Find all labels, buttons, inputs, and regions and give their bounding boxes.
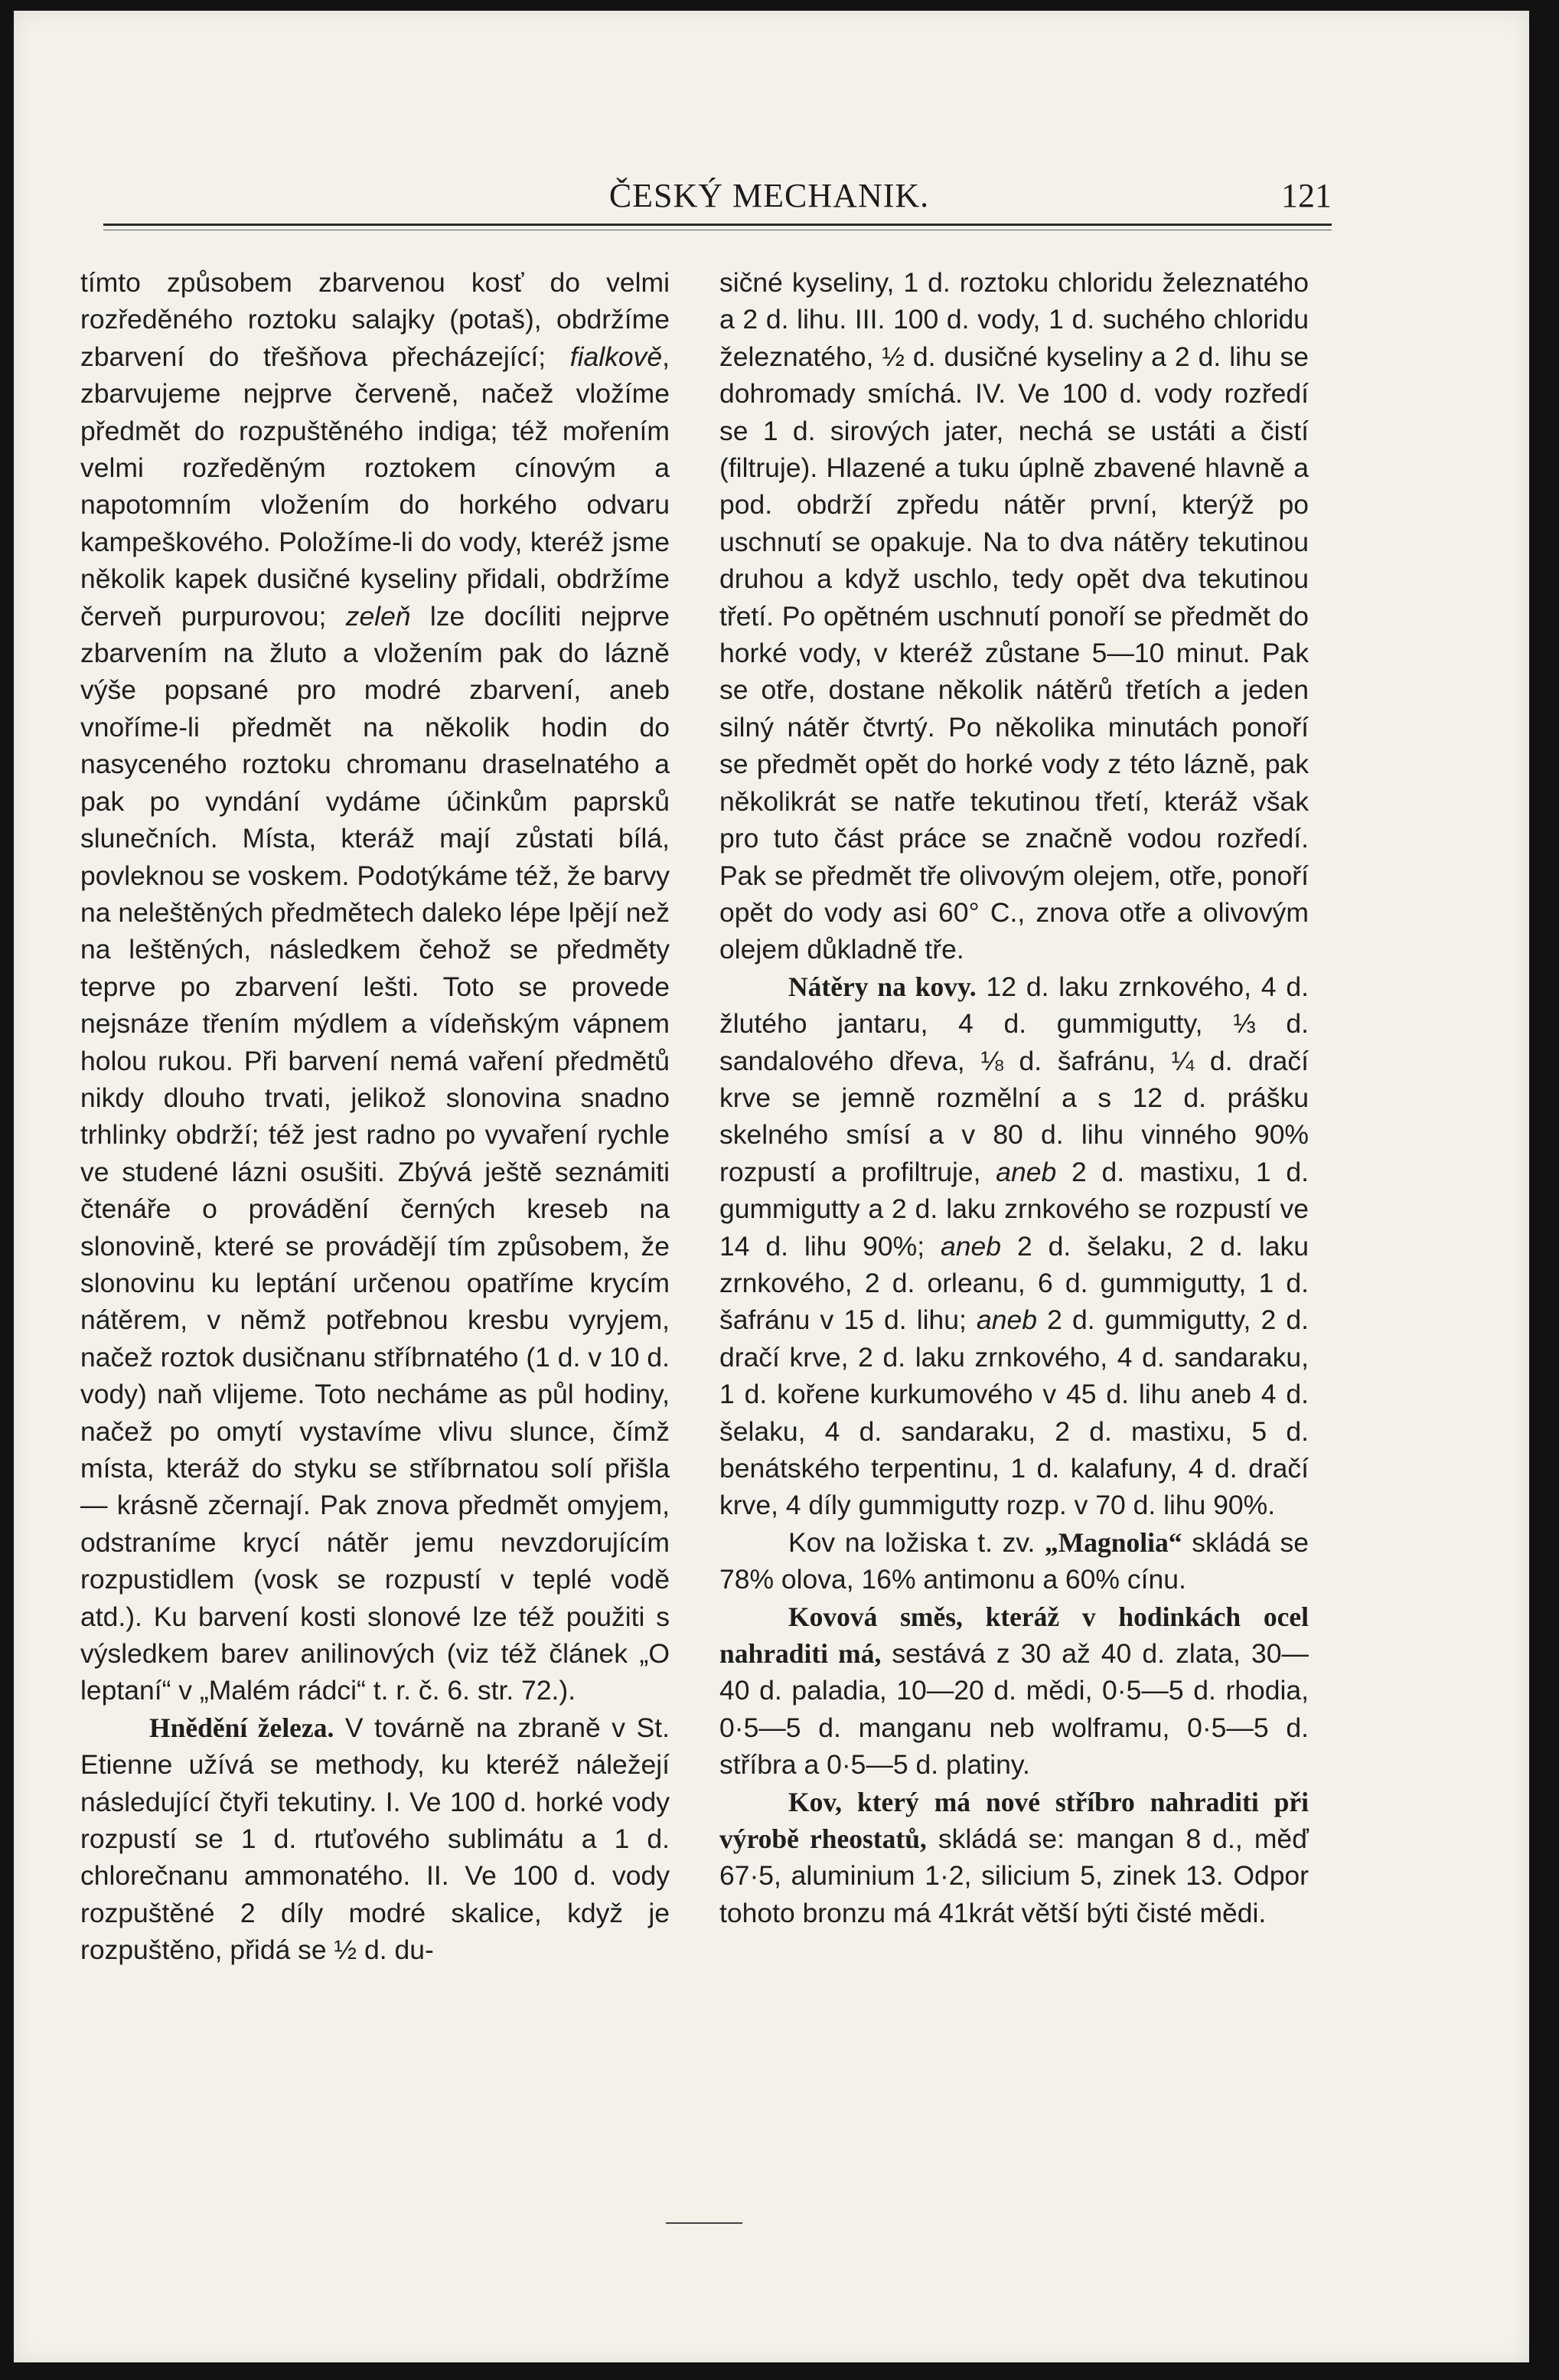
left-column xyxy=(80,264,670,1969)
paragraph-rheostat-alloy: Kov, který má nové stříbro nahraditi při výrobě rheostatů, skládá se: mangan 8 d., měď 67·5, aluminium 1·2, silicium 5, zinek 13. Odpor tohoto bronzu má 41krát větší býti čisté mědi. xyxy=(719,1786,1309,1928)
header-rule xyxy=(103,224,1332,226)
term-magnolia: „Magnolia“ xyxy=(1045,1526,1182,1558)
section-heading-watch-alloy: Kovová směs, kteráž v hodinkách ocel nahraditi má, xyxy=(719,1601,1309,1670)
running-header xyxy=(103,176,1332,222)
term-fialkove: fialkově xyxy=(569,341,663,372)
term-zelen: zeleň xyxy=(345,600,411,632)
paragraph-ivory-coloring: tímto způsobem zbarvenou kosť do velmi rozředěného roztoku salajky (potaš), obdržíme zbarvení do třešňova přecházející; fialkově, zbarvujeme nejprve červeně, načež vložíme předmět do rozpuštěného indiga; též mořením velmi rozředěným roztokem cínovým a napotomním vložením do horkého odvaru kampeškového. Položíme-li do vody, kteréž jsme několik kapek dusičné kyseliny přidali, obdržíme červeň purpurovou; zeleň lze docíliti nejprve zbarvením na žluto a vložením pak do lázně výše popsané pro modré zbarvení, aneb vnoříme-li předmět na několik hodin do nasyceného roztoku chromanu draselnatého a pak po vyndání vydáme účinkům paprsků slunečních. Místa, kteráž mají zůstati bílá, povleknou se voskem. Podotýkáme též, že barvy na neleštěných předmětech daleko lépe lpějí než na leštěných, následkem čehož se předměty teprve po zbarvení lešti. Toto se provede nejsnáze třením mýdlem a vídeňským vápnem holou rukou. Při barvení nemá vaření předmětů nikdy dlouho trvati, jelikož slonovina snadno trhlinky obdrží; též jest radno po vyvaření rychle ve studené lázni osušiti. Zbývá ještě seznámiti čtenáře o provádění černých kreseb na slonovině, které se provádějí tím způsobem, že slonovinu ku leptání určenou opatříme krycím nátěrem, v němž potřebnou kresbu vyryjem, načež roztok dusičnanu stříbrnatého (1 d. v 10 d. vody) naň vlijeme. Toto necháme as půl hodiny, načež po omytí vystavíme vlivu slunce, čímž místa, kteráž do styku se stříbrnatou solí přišla — krásně zčernají. Pak znova předmět omyjem, odstraníme krycí nátěr jemu nevzdorujícím rozpustidlem (vosk se rozpustí v teplé vodě atd.). Ku barvení kosti slonové lze též použiti s výsledkem barev anilinových (viz též článek „O leptaní“ v „Malém rádci“ t. r. č. 6. str. 72.). xyxy=(80,267,670,1706)
footer-rule xyxy=(666,2222,742,2224)
page-number: 121 xyxy=(1281,177,1332,214)
section-heading-iron-browning: Hnědění železa. xyxy=(149,1712,334,1743)
journal-title: ČESKÝ MECHANIK. xyxy=(608,177,930,214)
section-heading-rheostat-alloy: Kov, který má nové stříbro nahraditi při výrobě rheostatů, xyxy=(719,1786,1309,1855)
section-heading-metal-coatings: Nátěry na kovy. xyxy=(788,971,977,1002)
paragraph-magnolia-alloy: Kov na ložiska t. zv. „Magnolia“ skládá se 78% olova, 16% antimonu a 60% cínu. xyxy=(719,1526,1309,1595)
paragraph-watch-alloy: Kovová směs, kteráž v hodinkách ocel nahraditi má, sestává z 30 až 40 d. zlata, 30—40 d. paladia, 10—20 d. mědi, 0·5—5 d. rhodia, 0·5—5 d. manganu neb wolframu, 0·5—5 d. stříbra a 0·5—5 d. platiny. xyxy=(719,1601,1309,1781)
paragraph-iron-browning: Hnědění železa. V továrně na zbraně v St. Etienne užívá se methody, ku kteréž náležejí následující čtyři tekutiny. I. Ve 100 d. horké vody rozpustí se 1 d. rtuťového sublimátu a 1 d. chlorečnanu ammonatého. II. Ve 100 d. vody rozpuštěné 2 díly modré skalice, když je rozpuštěno, přidá se ½ d. du- xyxy=(80,1712,670,1966)
right-column xyxy=(719,264,1309,1931)
paragraph-browning-continued: sičné kyseliny, 1 d. roztoku chloridu železnatého a 2 d. lihu. III. 100 d. vody, 1 d. suchého chloridu železnatého, ½ d. dusičné kyseliny a 2 d. lihu se dohromady smíchá. IV. Ve 100 d. vody rozředí se 1 d. sirových jater, nechá se ustáti a čistí (filtruje). Hlazené a tuku úplně zbavené hlavně a pod. obdrží zpředu nátěr první, kterýž po uschnutí se opakuje. Na to dva nátěry tekutinou druhou a když uschlo, tedy opět dva tekutinou třetí. Po opětném uschnutí ponoří se předmět do horké vody, v kteréž zůstane 5—10 minut. Pak se otře, dostane několik nátěrů třetích a jeden silný nátěr čtvrtý. Po několika minutách ponoří se předmět opět do horké vody z této lázně, pak několikrát se natře tekutinou třetí, kteráž však pro tuto část práce se značně vodou rozředí. Pak se předmět tře olivovým olejem, otře, ponoří opět do vody asi 60° C., znova otře a olivovým olejem důkladně tře. xyxy=(719,267,1309,965)
paragraph-metal-coatings: Nátěry na kovy. 12 d. laku zrnkového, 4 d. žlutého jantaru, 4 d. gummigutty, ⅓ d. sandalového dřeva, ⅛ d. šafránu, ¼ d. dračí krve se jemně rozmělní a s 12 d. prášku skelného smísí a v 80 d. lihu vinného 90% rozpustí a profiltruje, aneb 2 d. mastixu, 1 d. gummigutty a 2 d. laku zrnkového se rozpustí ve 14 d. lihu 90%; aneb 2 d. šelaku, 2 d. laku zrnkového, 2 d. orleanu, 6 d. gummigutty, 1 d. šafránu v 15 d. lihu; aneb 2 d. gummigutty, 2 d. dračí krve, 2 d. laku zrnkového, 4 d. sandaraku, 1 d. kořene kurkumového v 45 d. lihu aneb 4 d. šelaku, 4 d. sandaraku, 2 d. mastixu, 5 d. benátského terpentinu, 1 d. kalafuny, 4 d. dračí krve, 4 díly gummigutty rozp. v 70 d. lihu 90%. xyxy=(719,971,1309,1521)
